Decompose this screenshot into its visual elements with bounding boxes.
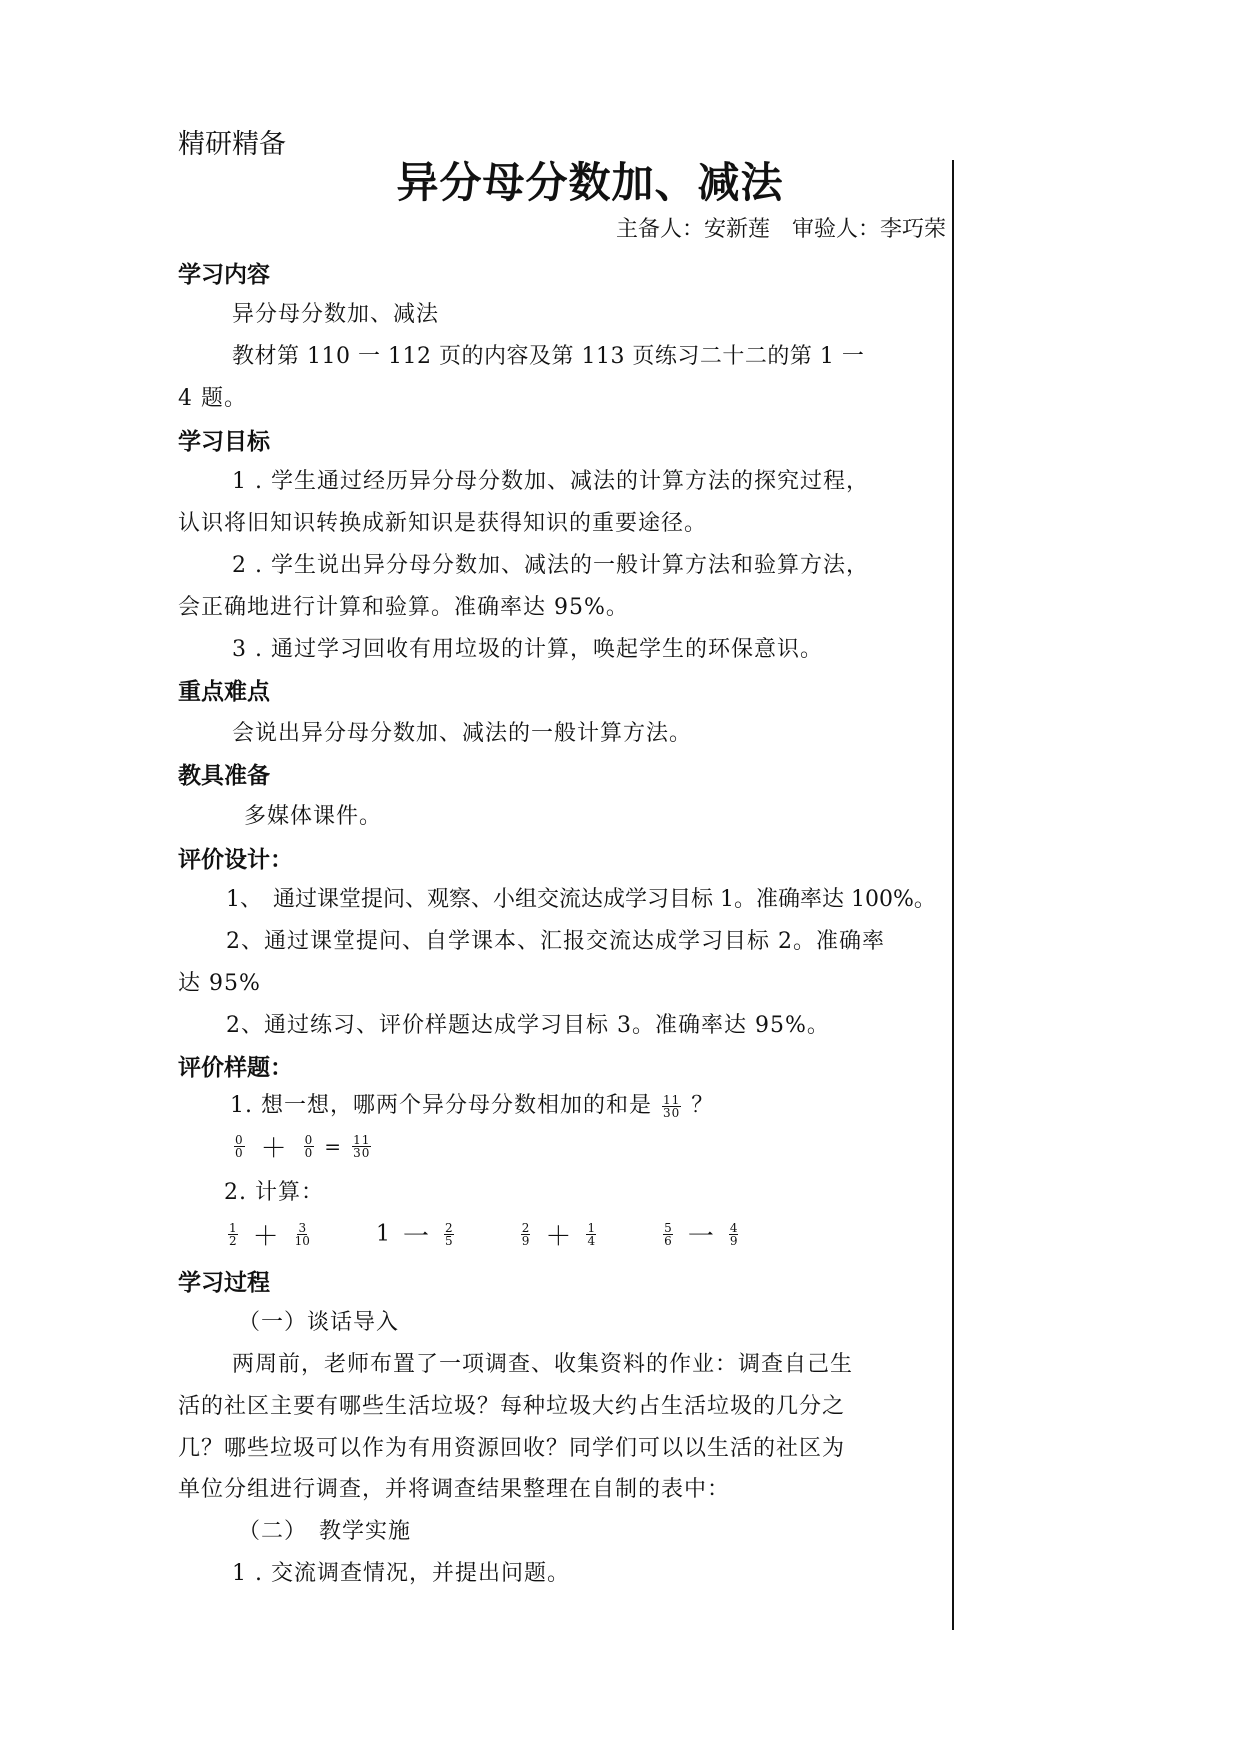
fraction-numerator: 3 [298, 1221, 307, 1235]
key-line: 会说出异分母分数加、减法的一般计算方法。 [232, 721, 693, 746]
blank-fraction-1 [234, 1134, 245, 1159]
vertical-rule [952, 160, 954, 1630]
process-sub-1: （一）谈话导入 [238, 1310, 400, 1335]
fraction [586, 1222, 596, 1247]
fraction-denominator: 6 [664, 1234, 672, 1248]
fraction [294, 1222, 311, 1247]
exercise-row [226, 1216, 798, 1253]
process-para-1b: 活的社区主要有哪些生活垃圾？每种垃圾大约占生活垃圾的几分之 [178, 1394, 846, 1419]
fraction-numerator: 2 [521, 1221, 530, 1235]
section-heading-eval-samples: 评价样题： [178, 1055, 293, 1081]
fraction [663, 1222, 673, 1247]
exercise-3 [519, 1216, 598, 1253]
process-item-1: 1 . 交流调查情况，并提出问题。 [232, 1561, 570, 1586]
blank-fraction-2 [304, 1134, 315, 1159]
goal-2b: 会正确地进行计算和验算。准确率达 95%。 [178, 595, 629, 620]
fraction-denominator: 9 [729, 1234, 738, 1248]
exercise-4 [661, 1216, 740, 1253]
whole-number: 1 [376, 1221, 391, 1247]
fraction-denominator: 5 [445, 1234, 453, 1248]
sample-question-1-text: 1. 想一想，哪两个异分母分数相加的和是 [230, 1093, 652, 1118]
goal-3: 3 . 通过学习回收有用垃圾的计算，唤起学生的环保意识。 [232, 637, 823, 662]
section-heading-key: 重点难点 [178, 679, 270, 705]
eval-design-2b: 达 95% [178, 971, 261, 996]
fraction-denominator: 0 [235, 1146, 244, 1160]
eval-design-2a: 2、通过课堂提问、自学课本、汇报交流达成学习目标 2。准确率 [226, 929, 885, 954]
process-para-1d: 单位分组进行调查，并将调查结果整理在自制的表中： [178, 1477, 731, 1502]
section-heading-tools: 教具准备 [178, 763, 270, 789]
fraction-numerator: 0 [235, 1133, 244, 1147]
process-para-1c: 几？哪些垃圾可以作为有用资源回收？同学们可以以生活的社区为 [178, 1436, 846, 1461]
fraction-denominator: 4 [587, 1234, 596, 1248]
fraction-numerator: 11 [663, 1092, 681, 1107]
page-title: 异分母分数加、减法 [396, 158, 784, 207]
fraction-numerator: 11 [353, 1133, 371, 1147]
operator: 一 [403, 1222, 430, 1252]
fraction-numerator: 4 [729, 1221, 738, 1235]
operator: ＋ [252, 1222, 279, 1252]
question-mark: ？ [691, 1093, 715, 1118]
section-heading-eval-design: 评价设计： [178, 847, 293, 873]
sum-fraction [352, 1134, 371, 1159]
authors-line: 主备人：安新莲 审验人：李巧荣 [615, 217, 946, 242]
section-heading-goals: 学习目标 [178, 429, 270, 455]
process-para-1a: 两周前，老师布置了一项调查、收集资料的作业：调查自己生 [232, 1352, 854, 1377]
fraction-denominator: 30 [663, 1105, 681, 1120]
operator: ＋ [545, 1222, 572, 1252]
section-heading-process: 学习过程 [178, 1270, 270, 1296]
fraction-numerator: 1 [229, 1221, 237, 1235]
sample-question-1-fraction [662, 1094, 681, 1119]
goal-1b: 认识将旧知识转换成新知识是获得知识的重要途径。 [178, 511, 708, 536]
goal-1a: 1 . 学生通过经历异分母分数加、减法的计算方法的探究过程， [232, 469, 869, 494]
sample-question-1 [230, 1088, 714, 1119]
exercise-1 [226, 1216, 313, 1253]
equals-sign: = [324, 1134, 343, 1159]
fraction-numerator: 2 [445, 1221, 453, 1235]
process-sub-2: （二） 教学实施 [238, 1519, 412, 1544]
fraction-denominator: 10 [294, 1234, 310, 1248]
fraction-denominator: 9 [521, 1234, 530, 1248]
goal-2a: 2 . 学生说出异分母分数加、减法的一般计算方法和验算方法， [232, 553, 869, 578]
section-heading-content: 学习内容 [178, 262, 270, 288]
blank-equation [232, 1128, 373, 1165]
header-tag: 精研精备 [178, 129, 286, 160]
fraction-numerator: 0 [304, 1133, 314, 1147]
fraction-numerator: 5 [664, 1221, 672, 1235]
operator: 一 [687, 1222, 714, 1252]
fraction [228, 1222, 238, 1247]
fraction-numerator: 1 [587, 1221, 596, 1235]
exercise-2 [376, 1216, 456, 1253]
fraction-denominator: 0 [304, 1146, 314, 1160]
tools-line: 多媒体课件。 [244, 804, 383, 829]
eval-design-3: 2、通过练习、评价样题达成学习目标 3。准确率达 95%。 [226, 1013, 830, 1038]
fraction [729, 1222, 739, 1247]
content-line-1: 异分母分数加、减法 [232, 302, 440, 327]
fraction-denominator: 30 [353, 1146, 371, 1160]
plus-sign: ＋ [260, 1134, 288, 1164]
fraction [444, 1222, 454, 1247]
content-line-2a: 教材第 110 一 112 页的内容及第 113 页练习二十二的第 1 一 [232, 344, 865, 369]
eval-design-1: 1、 通过课堂提问、观察、小组交流达成学习目标 1。准确率达 100%。 [226, 887, 936, 912]
content-line-2b: 4 题。 [178, 386, 247, 411]
fraction [521, 1222, 531, 1247]
question-2-label: 2. 计算： [224, 1180, 324, 1205]
fraction-denominator: 2 [229, 1234, 237, 1248]
